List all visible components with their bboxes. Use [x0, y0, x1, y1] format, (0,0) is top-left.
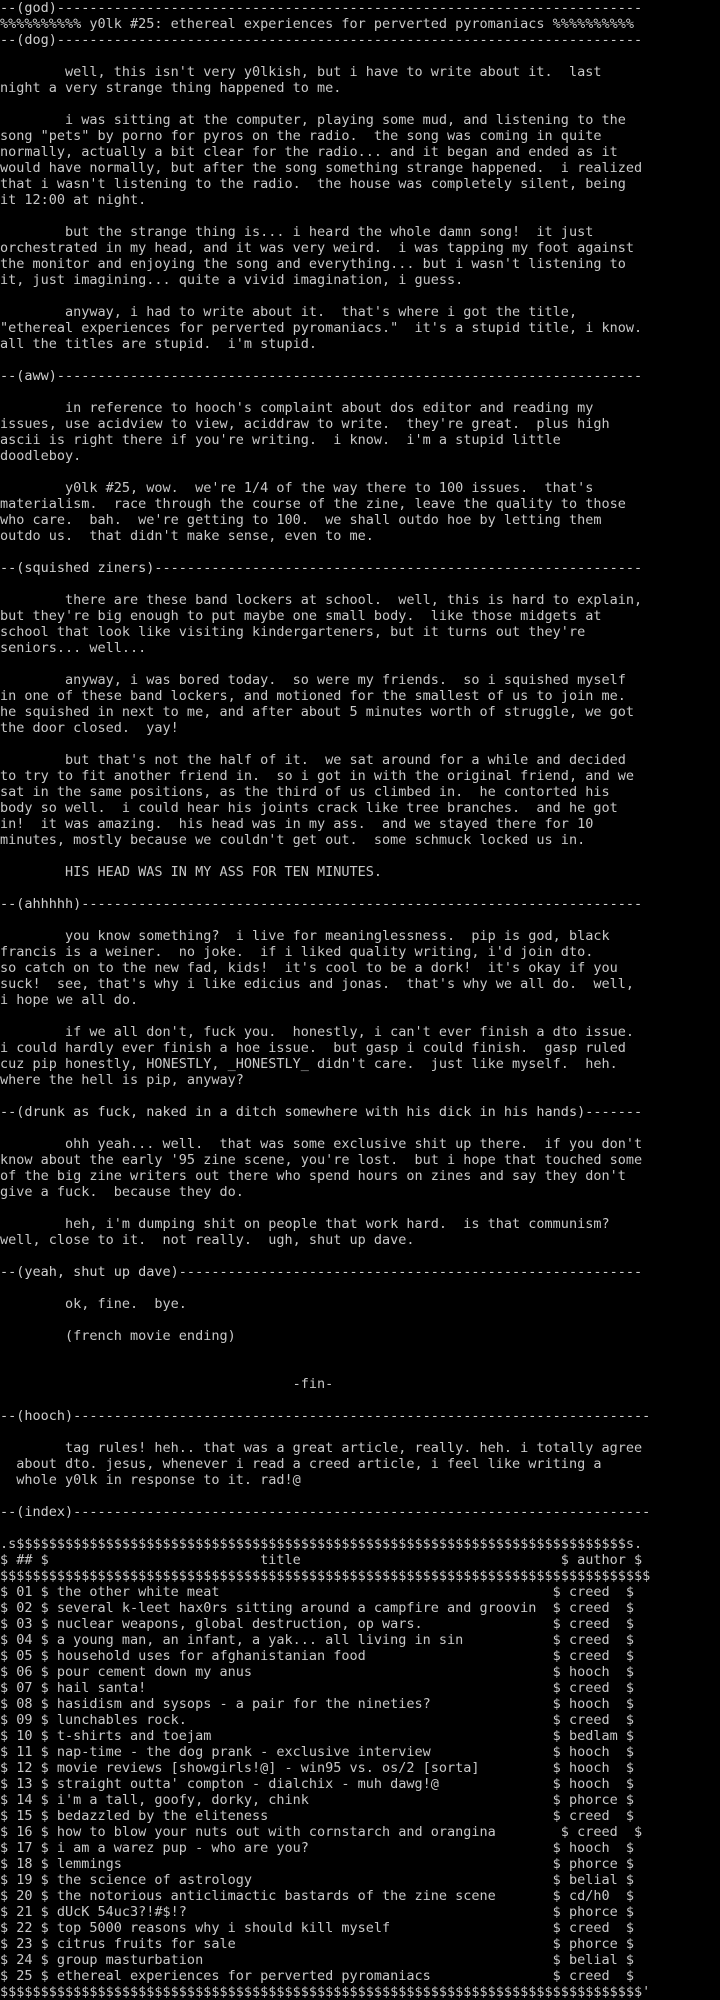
section-header: --(hooch)----------------------------------------------------------------------- [0, 1408, 651, 1424]
text-line: where the hell is pip, anyway? [0, 1072, 244, 1088]
text-line: materialism. race through the course of the zine, leave the quality to those [0, 496, 626, 512]
index-row: $ 01 $ the other white meat $ creed $ [0, 1584, 634, 1600]
index-row: $ 03 $ nuclear weapons, global destruction, op wars. $ creed $ [0, 1616, 634, 1632]
index-row: $ 18 $ lemmings $ phorce $ [0, 1856, 634, 1872]
index-row: $ 25 $ ethereal experiences for perverted pyromaniacs $ creed $ [0, 1968, 634, 1984]
text-line: i was sitting at the computer, playing some mud, and listening to the [0, 112, 626, 128]
text-line: school that look like visiting kindergarteners, but it turns out they're [0, 624, 586, 640]
index-row: $ 10 $ t-shirts and toejam $ bedlam $ [0, 1728, 634, 1744]
text-line: (french movie ending) [0, 1328, 236, 1344]
text-line [0, 1424, 720, 1440]
text-line [0, 48, 720, 64]
text-line: it 12:00 at night. [0, 192, 147, 208]
text-line: anyway, i was bored today. so were my friends. so i squished myself [0, 672, 626, 688]
text-line [0, 656, 720, 672]
index-row: $$$$$$$$$$$$$$$$$$$$$$$$$$$$$$$$$$$$$$$$$$$$$$$$$$$$$$$$$$$$$$$$$$$$$$$$$$$$$$$' [0, 1984, 651, 2000]
text-line: so catch on to the new fad, kids! it's cool to be a dork! it's okay if you [0, 960, 618, 976]
index-row: .s$$$$$$$$$$$$$$$$$$$$$$$$$$$$$$$$$$$$$$$$$$$$$$$$$$$$$$$$$$$$$$$$$$$$$$$$$$$s. [0, 1536, 643, 1552]
text-line [0, 1312, 720, 1328]
text-line [0, 1392, 720, 1408]
index-row: $ 16 $ how to blow your nuts out with cornstarch and orangina $ creed $ [0, 1824, 643, 1840]
text-line: ohh yeah... well. that was some exclusive shit up there. if you don't [0, 1136, 643, 1152]
text-line: tag rules! heh.. that was a great article, really. heh. i totally agree [0, 1440, 643, 1456]
text-line: %%%%%%%%%% y0lk #25: ethereal experiences for perverted pyromaniacs %%%%%%%%%% [0, 16, 634, 32]
index-row: $ 23 $ citrus fruits for sale $ phorce $ [0, 1936, 634, 1952]
section-header: --(index)----------------------------------------------------------------------- [0, 1504, 651, 1520]
text-line: the door closed. yay! [0, 720, 179, 736]
text-line: but the strange thing is... i heard the whole damn song! it just [0, 224, 594, 240]
text-line [0, 912, 720, 928]
index-row: $ ## $ title $ author $ [0, 1552, 643, 1568]
text-line: know about the early '95 zine scene, you're lost. but i hope that touched some [0, 1152, 643, 1168]
text-line [0, 736, 720, 752]
index-row: $ 08 $ hasidism and sysops - a pair for the nineties? $ hooch $ [0, 1696, 634, 1712]
text-line: but they're big enough to put maybe one small body. like those midgets at [0, 608, 602, 624]
text-line: outdo us. that didn't make sense, even to me. [0, 528, 374, 544]
text-line [0, 288, 720, 304]
text-line: he squished in next to me, and after about 5 minutes worth of struggle, we got [0, 704, 634, 720]
text-line: well, close to it. not really. ugh, shut up dave. [0, 1232, 415, 1248]
text-line: night a very strange thing happened to me. [0, 80, 342, 96]
index-row: $ 14 $ i'm a tall, goofy, dorky, chink $ phorce $ [0, 1792, 634, 1808]
section-header: --(drunk as fuck, naked in a ditch somewhere with his dick in his hands)------- [0, 1104, 643, 1120]
text-line: who care. bah. we're getting to 100. we shall outdo hoe by letting them [0, 512, 602, 528]
text-line [0, 1360, 720, 1376]
index-row: $ 15 $ bedazzled by the eliteness $ creed $ [0, 1808, 634, 1824]
text-line: well, this isn't very y0lkish, but i have to write about it. last [0, 64, 602, 80]
index-row: $ 22 $ top 5000 reasons why i should kill myself $ creed $ [0, 1920, 634, 1936]
index-row: $ 13 $ straight outta' compton - dialchix - muh dawg!@ $ hooch $ [0, 1776, 634, 1792]
text-line: orchestrated in my head, and it was very weird. i was tapping my foot against [0, 240, 634, 256]
section-header: --(aww)------------------------------------------------------------------------ [0, 368, 643, 384]
text-line [0, 1488, 720, 1504]
index-row: $ 21 $ dUcK 54uc3?!#$!? $ phorce $ [0, 1904, 634, 1920]
text-line [0, 384, 720, 400]
text-line: but that's not the half of it. we sat around for a while and decided [0, 752, 626, 768]
index-row: $ 20 $ the notorious anticlimactic bastards of the zine scene $ cd/h0 $ [0, 1888, 634, 1904]
text-line: francis is a weiner. no joke. if i liked quality writing, i'd join dto. [0, 944, 594, 960]
text-line: in one of these band lockers, and motioned for the smallest of us to join me. [0, 688, 626, 704]
index-row: $ 12 $ movie reviews [showgirls!@] - win95 vs. os/2 [sorta] $ hooch $ [0, 1760, 634, 1776]
section-header: --(god)------------------------------------------------------------------------ [0, 0, 643, 16]
index-row: $ 09 $ lunchables rock. $ creed $ [0, 1712, 634, 1728]
text-line: would have normally, but after the song something strange happened. i realized [0, 160, 643, 176]
text-line [0, 1008, 720, 1024]
text-line: in reference to hooch's complaint about dos editor and reading my [0, 400, 594, 416]
index-row: $ 05 $ household uses for afghanistanian food $ creed $ [0, 1648, 634, 1664]
text-line: issues, use acidview to view, aciddraw to write. they're great. plus high [0, 416, 610, 432]
text-line [0, 1248, 720, 1264]
text-line: -fin- [0, 1376, 334, 1392]
text-line [0, 544, 720, 560]
text-line: "ethereal experiences for perverted pyromaniacs." it's a stupid title, i know. [0, 320, 643, 336]
text-line: cuz pip honestly, HONESTLY, _HONESTLY_ didn't care. just like myself. heh. [0, 1056, 618, 1072]
text-line: y0lk #25, wow. we're 1/4 of the way there to 100 issues. that's [0, 480, 594, 496]
text-line: that i wasn't listening to the radio. the house was completely silent, being [0, 176, 626, 192]
index-row: $ 04 $ a young man, an infant, a yak... all living in sin $ creed $ [0, 1632, 634, 1648]
section-header: --(dog)------------------------------------------------------------------------ [0, 32, 643, 48]
section-header: --(yeah, shut up dave)--------------------------------------------------------- [0, 1264, 643, 1280]
text-line: i could hardly ever finish a hoe issue. but gasp i could finish. gasp ruled [0, 1040, 626, 1056]
text-line [0, 208, 720, 224]
text-line [0, 1280, 720, 1296]
index-row: $ 17 $ i am a warez pup - who are you? $ hooch $ [0, 1840, 634, 1856]
text-line: it, just imagining... quite a vivid imagination, i guess. [0, 272, 464, 288]
text-line: i hope we all do. [0, 992, 139, 1008]
text-line [0, 576, 720, 592]
section-header: --(squished ziners)------------------------------------------------------------ [0, 560, 643, 576]
text-line: all the titles are stupid. i'm stupid. [0, 336, 317, 352]
text-line: ascii is right there if you're writing. i know. i'm a stupid little [0, 432, 561, 448]
text-line: the monitor and enjoying the song and everything... but i wasn't listening to [0, 256, 626, 272]
text-line: to try to fit another friend in. so i got in with the original friend, and we [0, 768, 634, 784]
text-line: sat in the same positions, as the third of us climbed in. he contorted his [0, 784, 610, 800]
text-line: suck! see, that's why i like edicius and jonas. that's why we all do. well, [0, 976, 634, 992]
text-line: give a fuck. because they do. [0, 1184, 244, 1200]
text-line: anyway, i had to write about it. that's where i got the title, [0, 304, 578, 320]
text-line [0, 96, 720, 112]
text-line [0, 880, 720, 896]
text-line: if we all don't, fuck you. honestly, i can't ever finish a dto issue. [0, 1024, 634, 1040]
text-line [0, 1088, 720, 1104]
text-line: you know something? i live for meaninglessness. pip is god, black [0, 928, 610, 944]
text-line [0, 1200, 720, 1216]
text-line: minutes, mostly because we couldn't get out. some schmuck locked us in. [0, 832, 586, 848]
text-line: song "pets" by porno for pyros on the radio. the song was coming in quite [0, 128, 602, 144]
index-row: $ 19 $ the science of astrology $ belial $ [0, 1872, 634, 1888]
text-line: HIS HEAD WAS IN MY ASS FOR TEN MINUTES. [0, 864, 383, 880]
text-line: body so well. i could hear his joints crack like tree branches. and he got [0, 800, 618, 816]
index-row: $$$$$$$$$$$$$$$$$$$$$$$$$$$$$$$$$$$$$$$$$$$$$$$$$$$$$$$$$$$$$$$$$$$$$$$$$$$$$$$$ [0, 1568, 651, 1584]
index-row: $ 11 $ nap-time - the dog prank - exclusive interview $ hooch $ [0, 1744, 634, 1760]
text-line: ok, fine. bye. [0, 1296, 187, 1312]
text-line: there are these band lockers at school. well, this is hard to explain, [0, 592, 643, 608]
index-row: $ 07 $ hail santa! $ creed $ [0, 1680, 634, 1696]
text-line [0, 1120, 720, 1136]
text-line: whole y0lk in response to it. rad!@ [0, 1472, 301, 1488]
text-line [0, 848, 720, 864]
text-line: heh, i'm dumping shit on people that work hard. is that communism? [0, 1216, 610, 1232]
text-line [0, 464, 720, 480]
text-line: doodleboy. [0, 448, 82, 464]
text-line: seniors... well... [0, 640, 147, 656]
text-line: about dto. jesus, whenever i read a creed article, i feel like writing a [0, 1456, 602, 1472]
text-line: of the big zine writers out there who spend hours on zines and say they don't [0, 1168, 626, 1184]
index-row: $ 06 $ pour cement down my anus $ hooch $ [0, 1664, 634, 1680]
index-row: $ 24 $ group masturbation $ belial $ [0, 1952, 634, 1968]
text-line [0, 1344, 720, 1360]
text-line: normally, actually a bit clear for the radio... and it began and ended as it [0, 144, 618, 160]
text-line [0, 1520, 720, 1536]
section-header: --(ahhhhh)--------------------------------------------------------------------- [0, 896, 643, 912]
index-row: $ 02 $ several k-leet hax0rs sitting around a campfire and groovin $ creed $ [0, 1600, 634, 1616]
text-line: in! it was amazing. his head was in my ass. and we stayed there for 10 [0, 816, 594, 832]
text-line [0, 352, 720, 368]
